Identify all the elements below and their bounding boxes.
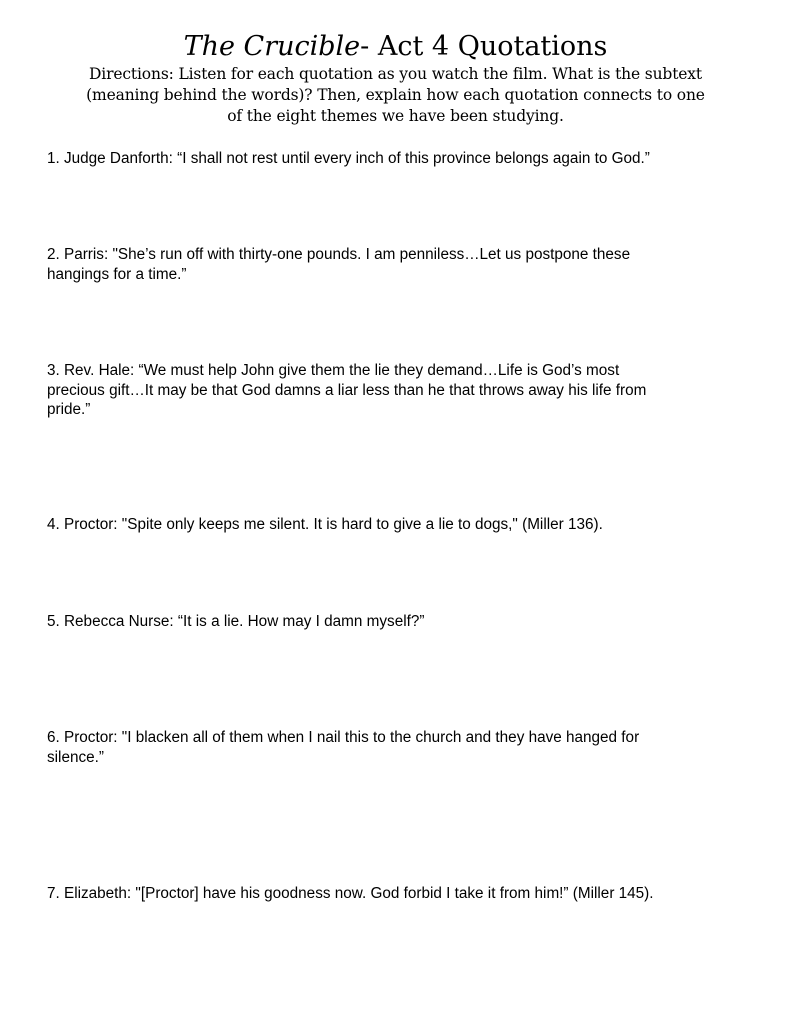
page-header	[0, 30, 791, 127]
quote-line: 6. Proctor: "I blacken all of them when I nail this to the church and they have hanged for	[47, 729, 640, 746]
quote-line: silence.”	[47, 748, 104, 766]
quote-line: hangings for a time.”	[47, 265, 187, 283]
quote-line: 5. Rebecca Nurse: “It is a lie. How may I damn myself?”	[47, 613, 425, 630]
quote-line: 3. Rev. Hale: “We must help John give them the lie they demand…Life is God’s most	[47, 362, 620, 379]
quote-item-5	[47, 612, 737, 632]
directions-line: (meaning behind the words)? Then, explain how each quotation connects to one	[86, 86, 705, 104]
quote-line: precious gift…It may be that God damns a liar less than he that throws away his life from	[47, 381, 647, 399]
quote-line: 2. Parris: "She’s run off with thirty-one pounds. I am penniless…Let us postpone these	[47, 246, 631, 263]
quote-line: 4. Proctor: "Spite only keeps me silent. It is hard to give a lie to dogs," (Miller 136).	[47, 516, 603, 533]
quote-line: 7. Elizabeth: "[Proctor] have his goodness now. God forbid I take it from him!” (Miller 145).	[47, 885, 654, 902]
directions	[46, 64, 746, 127]
quote-item-7	[47, 884, 737, 904]
title-italic: The Crucible	[183, 31, 361, 62]
quote-item-3	[47, 361, 737, 420]
directions-line: Directions: Listen for each quotation as you watch the film. What is the subtext	[89, 65, 702, 83]
quote-line: pride.”	[47, 401, 91, 418]
quote-line: 1. Judge Danforth: “I shall not rest until every inch of this province belongs again to God.”	[47, 150, 650, 167]
quote-item-1	[47, 149, 737, 169]
directions-line: of the eight themes we have been studying.	[227, 107, 564, 125]
title-rest: - Act 4 Quotations	[360, 31, 608, 62]
quote-item-2	[47, 245, 737, 284]
page-title	[0, 30, 791, 64]
quote-item-4	[47, 515, 737, 535]
quote-item-6	[47, 728, 737, 767]
